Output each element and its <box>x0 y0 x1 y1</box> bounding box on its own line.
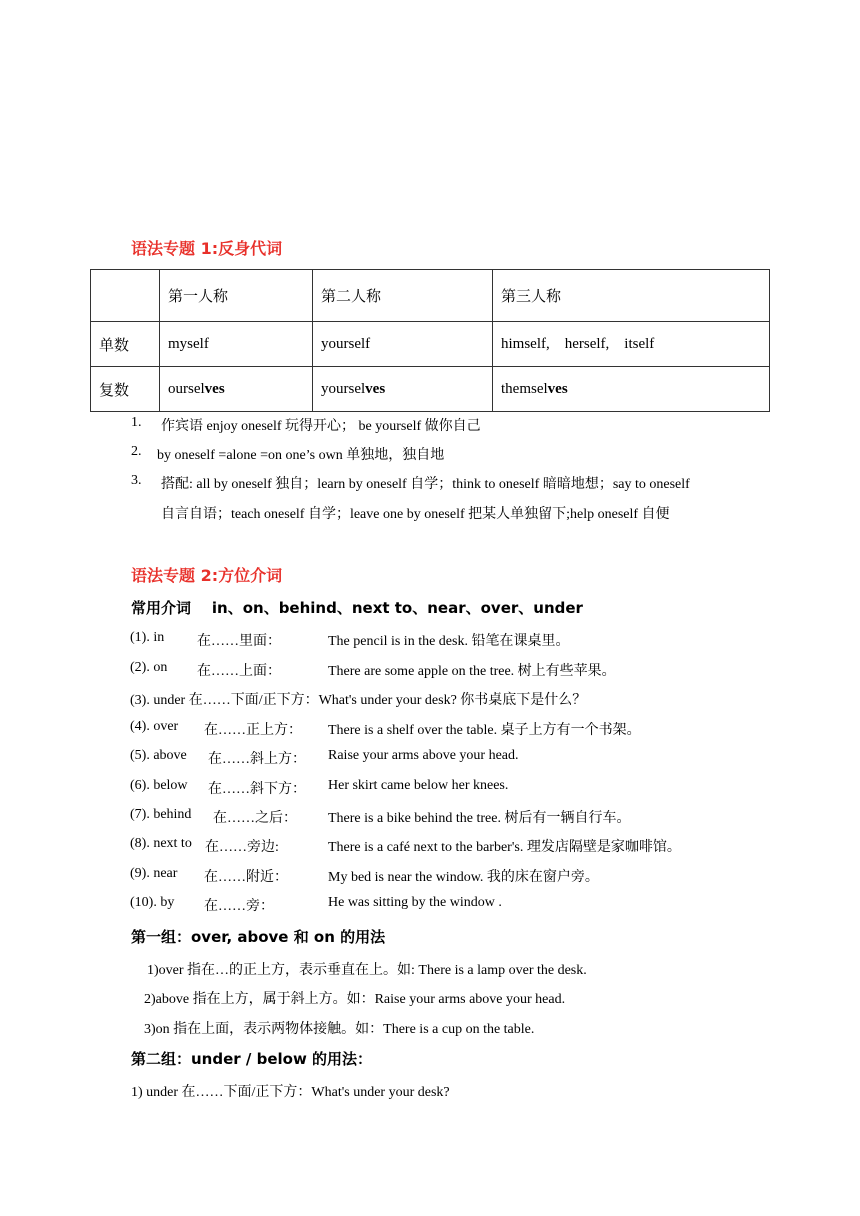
prep-word: (2). on <box>130 660 168 675</box>
note-2 <box>131 444 445 463</box>
prep-example: There is a bike behind the tree. 树后有一辆自行车。 <box>328 811 631 826</box>
prep-word: (10). by <box>130 895 175 910</box>
prep-meaning: 在……旁边: <box>205 840 279 855</box>
prep-word: (5). above <box>130 748 187 763</box>
prep-meaning: 在……附近： <box>204 870 288 885</box>
prep-example: The pencil is in the desk. 铅笔在课桌里。 <box>328 634 570 649</box>
row-label-singular: 单数 <box>91 322 160 367</box>
table-header-row <box>91 270 770 322</box>
prep-example: There is a café next to the barber's. 理发店隔壁是家咖啡馆。 <box>328 840 681 855</box>
note-number: 1. <box>131 415 142 430</box>
prep-meaning: 在……斜上方： <box>208 752 306 767</box>
table-row <box>91 322 770 367</box>
group1-line-1: 1)over 指在…的正上方，表示垂直在上。如: There is a lamp over the desk. <box>147 963 587 978</box>
note-text: by oneself =alone =on one’s own 单独地，独自地 <box>157 448 445 463</box>
singular-third: himself, herself, itself <box>493 322 770 367</box>
row-label-plural: 复数 <box>91 367 160 412</box>
singular-second: yourself <box>313 322 493 367</box>
header-second-person: 第二人称 <box>313 270 493 322</box>
prep-word: (4). over <box>130 719 179 734</box>
group1-line-2: 2)above 指在上方，属于斜上方。如：Raise your arms above your head. <box>144 992 566 1007</box>
note-3 <box>131 473 690 492</box>
header-third-person: 第三人称 <box>493 270 770 322</box>
common-prepositions: 常用介词 in、on、behind、next to、near、over、under <box>131 599 583 617</box>
singular-first: myself <box>160 322 313 367</box>
plural-first-stem: oursel <box>168 380 205 397</box>
note-number: 3. <box>131 473 142 488</box>
plural-third-suffix: ves <box>547 380 568 397</box>
group2-line-1: 1) under 在……下面/正下方：What's under your desk? <box>131 1085 450 1100</box>
group2-title: 第二组：under / below 的用法： <box>131 1050 373 1068</box>
table-corner-cell <box>91 270 160 322</box>
prep-meaning: 在……旁： <box>204 899 274 914</box>
plural-third-stem: themsel <box>501 380 548 397</box>
prep-example: Her skirt came below her knees. <box>328 778 509 793</box>
plural-third <box>493 367 770 412</box>
topic1-title: 语法专题 1:反身代词 <box>131 239 283 258</box>
plural-second <box>313 367 493 412</box>
prep-meaning: 在……斜下方： <box>208 782 306 797</box>
note-number: 2. <box>131 444 142 459</box>
prep-example: There is a shelf over the table. 桌子上方有一个书架。 <box>328 723 641 738</box>
plural-first <box>160 367 313 412</box>
table-row <box>91 367 770 412</box>
prep-word: (6). below <box>130 778 188 793</box>
group1-title: 第一组：over, above 和 on 的用法 <box>131 928 386 946</box>
plural-second-suffix: ves <box>365 380 386 397</box>
prep-word: (8). next to <box>130 836 192 851</box>
prep-meaning: 在……里面： <box>197 634 281 649</box>
note-3-continued: 自言自语；teach oneself 自学；leave one by oneself 把某人单独留下;help oneself 自便 <box>161 507 670 522</box>
prep-example: There are some apple on the tree. 树上有些苹果。 <box>328 664 616 679</box>
prep-word: (9). near <box>130 866 178 881</box>
plural-first-suffix: ves <box>204 380 225 397</box>
note-text: 作宾语 enjoy oneself 玩得开心； be yourself 做你自己 <box>161 419 481 434</box>
prep-example: Raise your arms above your head. <box>328 748 519 763</box>
prep-example: He was sitting by the window . <box>328 895 502 910</box>
prep-example: My bed is near the window. 我的床在窗户旁。 <box>328 870 599 885</box>
reflexive-pronoun-table <box>90 269 770 412</box>
prep-word: (1). in <box>130 630 165 645</box>
prep-word: (7). behind <box>130 807 192 822</box>
prep-meaning: 在……正上方： <box>204 723 302 738</box>
header-first-person: 第一人称 <box>160 270 313 322</box>
topic2-title: 语法专题 2:方位介词 <box>131 566 283 585</box>
note-text: 搭配: all by oneself 独自；learn by oneself 自学；think to oneself 暗暗地想；say to oneself <box>161 477 690 492</box>
plural-second-stem: yoursel <box>321 380 366 397</box>
prep-meaning: 在……上面： <box>197 664 281 679</box>
prep-meaning: 在……之后： <box>213 811 297 826</box>
note-1 <box>131 415 481 434</box>
prep-word: (3). under 在……下面/正下方：What's under your desk? 你书桌底下是什么？ <box>130 693 587 708</box>
group1-line-3: 3)on 指在上面，表示两物体接触。如：There is a cup on the table. <box>144 1022 535 1037</box>
